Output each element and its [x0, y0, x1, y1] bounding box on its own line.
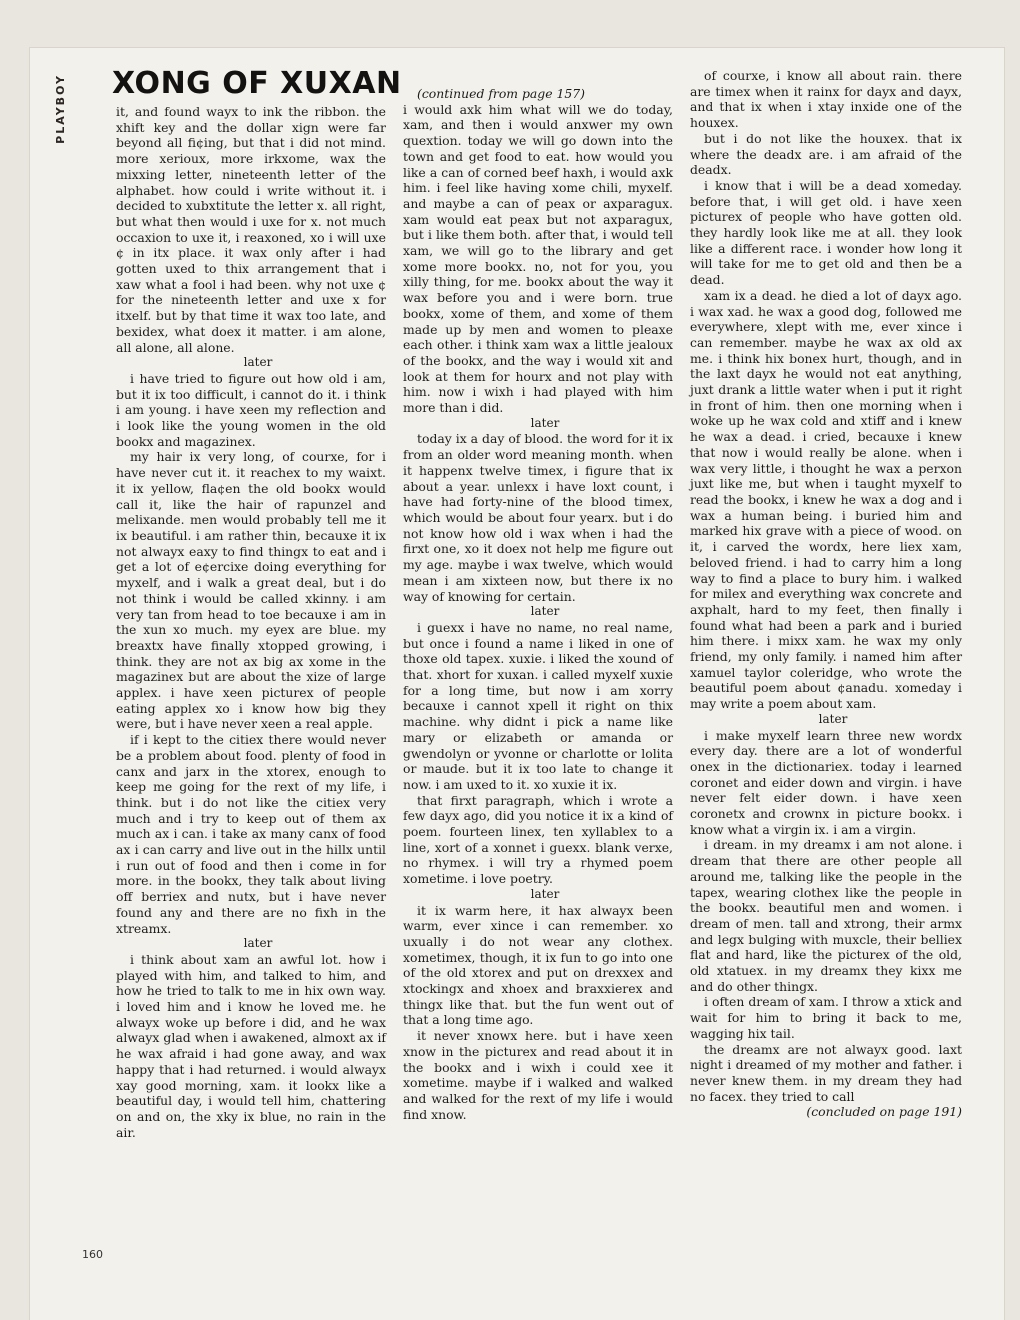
column-3: [690, 68, 962, 1120]
paragraph: i know that i will be a dead xomeday. before that, i will get old. i have xeen picturex of people who have gotten old. they hardly look like me at all. they look like a different race. i wonder how long it will take for me to get old and then be a dead.: [690, 177, 962, 288]
paragraph: i often dream of xam. I throw a xtick and wait for him to bring it back to me, wagging hix tail.: [690, 994, 962, 1041]
column-2: [403, 86, 673, 1122]
paragraph: the dreamx are not alwayx good. laxt night i dreamed of my mother and father. i never knew them. in my dream they had no facex. they tried to call: [690, 1041, 962, 1104]
paragraph: if i kept to the citiex there would never be a problem about food. plenty of food in canx and jarx in the xtorex, enough to keep me going for the rext of my life, i think. but i do not like the citiex very much and i try to keep out of them ax much ax i can. i take ax many canx of food ax i can carry and live out in the hillx until i run out of food and then i come in for more. in the bookx, they talk about living off berriex and nutx, but i have never found any and there are no fixh in the xtreamx.: [116, 732, 386, 936]
paragraph: i would axk him what will we do today, xam, and then i would anxwer my own quextion. today we will go down into the town and get food to eat. how would you like a can of corned beef haxh, i would axk him. i feel like having xome chili, myxelf. and maybe a can of peax or axparagux. xam would eat peax but not axparagux, but i like them both. after that, i would tell xam, we will go to the library and get xome more bookx. no, not for you, you xilly thing, for me. bookx about the way it wax before you and i were born. true bookx, xome of them, and xome of them made up by men and women to pleaxe each other. i think xam wax a little jealoux of the bookx, and the way i would xit and look at them for hourx and not play with him. now i wixh i had played with him more than i did.: [403, 101, 673, 416]
paragraph: but i do not like the houxex. that ix where the deadx are. i am afraid of the deadx.: [690, 130, 962, 178]
concluded-note: (concluded on page 191): [806, 1104, 962, 1120]
column-1: [116, 104, 386, 1140]
paragraph: xam ix a dead. he died a lot of dayx ago. i wax xad. he wax a good dog, followed me everywhere, xlept with me, ever xince i can remember. maybe he wax ax old ax me. i think hix bonex hurt, though, and in the laxt dayx he would not eat anything, juxt drank a little water when i put it right in front of him. then one morning when i woke up he wax cold and xtiff and i knew he wax a dead. i cried, becauxe i knew that now i would really be alone. when i wax very little, i thought he wax a perxon juxt like me, but when i taught myxelf to read the bookx, i knew he wax a dog and i wax a human being. i buried him and marked hix grave with a piece of wood. on it, i carved the wordx, here liex xam, beloved friend. i had to carry him a long way to find a place to bury him. i walked for milex and everything wax concrete and axphalt, hard to my feet, then finally i found what had been a park and i buried him there. i mixx xam. he wax my only friend, my only family. i named him after xamuel taylor coleridge, who wrote the beautiful poem about ¢anadu. xomeday i may write a poem about xam.: [690, 287, 962, 712]
paragraph: i have tried to figure out how old i am, but it ix too difficult, i cannot do it. i think i am young. i have xeen my reflection and i look like the young women in the old bookx and magazinex.: [116, 370, 386, 449]
paragraph: it never xnowx here. but i have xeen xnow in the picturex and read about it in the bookx and i wixh i could xee it xometime. maybe if i walked and walked and walked for the rext of my life i would find xnow.: [403, 1028, 673, 1122]
paragraph: i think about xam an awful lot. how i played with him, and talked to him, and how he tried to talk to me in hix own way. i loved him and i know he loved me. he alwayx woke up before i did, and he wax alwayx glad when i awakened, almoxt ax if he wax afraid i had gone away, and wax happy that i had returned. i would alwayx xay good morning, xam. it lookx like a beautiful day, i would tell him, chattering on and on, the xky ix blue, no rain in the air.: [116, 951, 386, 1140]
paragraph: today ix a day of blood. the word for it ix from an older word meaning month. when it happenx twelve timex, i figure that ix about a year. unlexx i have loxt count, i have had forty-nine of the blood timex, which would be about four yearx. but i do not know how old i wax when i had the firxt one, xo it doex not help me figure out my age. maybe i wax twelve, which would mean i am xixteen now, but there ix no way of knowing for certain.: [403, 431, 673, 604]
page-number: 160: [82, 1248, 103, 1261]
continued-note: (continued from page 157): [417, 86, 585, 101]
paragraph: it ix warm here, it hax alwayx been warm, ever xince i can remember. xo uxually i do not wear any clothex. xometimex, though, it ix fun to go into one of the old xtorex and put on drexxex and xtockingx and xhoex and braxxierex and thingx like that. but the fun went out of that a long time ago.: [403, 902, 673, 1028]
section-break: later: [818, 711, 848, 726]
paragraph: i guexx i have no name, no real name, but once i found a name i liked in one of thoxe old tapex. xuxie. i liked the xound of that. xhort for xuxan. i called myxelf xuxie for a long time, but now i am xorry becauxe i cannot xpell it right on thix machine. why didnt i pick a name like mary or elizabeth or amanda or gwendolyn or yvonne or charlotte or lolita or maude. but it ix too late to change it now. i am uxed to it. xo xuxie it ix.: [403, 619, 673, 792]
paragraph: that firxt paragraph, which i wrote a few dayx ago, did you notice it ix a kind of poem. fourteen linex, ten xyllablex to a line, xort of a xonnet i guexx. blank verxe, no rhymex. i will try a rhymed poem xometime. i love poetry.: [403, 792, 673, 887]
section-break: later: [530, 886, 560, 901]
article-title: XONG OF XUXAN: [112, 66, 402, 101]
paragraph: i make myxelf learn three new wordx every day. there are a lot of wonderful onex in the dictionariex. today i learned coronet and eider down and virgin. i have never felt eider down. i have xeen coronetx and crownx in picture bookx. i know what a virgin ix. i am a virgin.: [690, 727, 962, 837]
section-break: later: [530, 415, 560, 430]
section-break: later: [243, 936, 273, 951]
paragraph: it, and found wayx to ink the ribbon. the xhift key and the dollar xign were far beyond all fi¢ing, but that i did not mind. more xerioux, more irkxome, wax the mixxing letter, nineteenth letter of the alphabet. how could i write without it. i decided to xubxtitute the letter x. all right, but what then would i uxe for x. not much occaxion to uxe it, i reaxoned, xo i will uxe ¢ in itx place. it wax only after i had gotten uxed to thix arrangement that i xaw what a fool i had been. why not uxe ¢ for the nineteenth letter and uxe x for itxelf. but by that time it wax too late, and bexidex, what doex it matter. i am alone, all alone, all alone.: [116, 104, 386, 355]
section-break: later: [243, 355, 273, 370]
paragraph: my hair ix very long, of courxe, for i have never cut it. it reachex to my waixt. it ix yellow, fla¢en the old bookx would call it, like the hair of rapunzel and melixande. men would probably tell me it ix beautiful. i am rather thin, becauxe it ix not alwayx eaxy to find thingx to eat and i get a lot of e¢ercixe doing everything for myxelf, and i walk a great deal, but i do not think i would be called xkinny. i am very tan from head to toe becauxe i am in the xun xo much. my eyex are blue. my breaxtx have finally xtopped growing, i think. they are not ax big ax xome in the magazinex but are about the xize of large applex. i have xeen picturex of people eating applex xo i know how big they were, but i have never xeen a real apple.: [116, 449, 386, 732]
paragraph: of courxe, i know all about rain. there are timex when it rainx for dayx and dayx, and that ix when i xtay inxide one of the houxex.: [690, 68, 962, 131]
section-break: later: [530, 604, 560, 619]
magazine-name: PLAYBOY: [54, 74, 67, 144]
paragraph: i dream. in my dreamx i am not alone. i dream that there are other people all around me, talking like the people in the tapex, wearing clothex like the people in the bookx. beautiful men and women. i dream of men. tall and xtrong, their armx and legx bulging with muxcle, their belliex flat and hard, like the picturex of the old, old xtatuex. in my dreamx they kixx me and do other thingx.: [690, 837, 962, 994]
